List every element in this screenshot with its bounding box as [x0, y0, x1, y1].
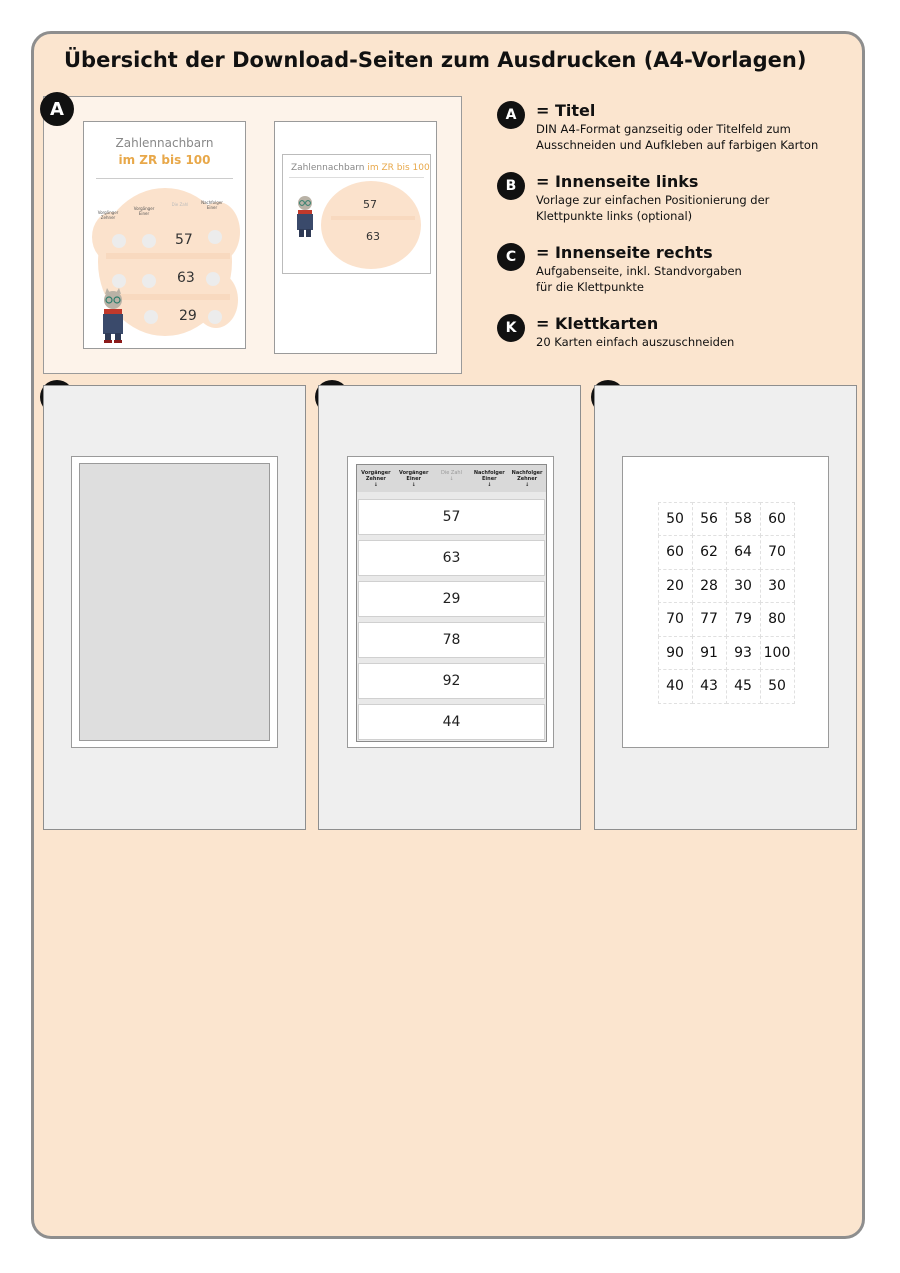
cover-number: 57 — [175, 232, 193, 248]
panel-a-title-preview — [43, 96, 462, 374]
cards-grid — [658, 502, 794, 703]
inner-right-page — [347, 456, 554, 748]
cover-col-label: Vorgänger Einer — [133, 206, 155, 216]
legend-badge-b: B — [497, 172, 525, 200]
legend-description: Aufgabenseite, inkl. Standvorgaben für die Klettpunkte — [536, 264, 742, 294]
label-number: 57 — [363, 198, 377, 211]
task-table — [356, 464, 547, 742]
card: 50 — [658, 502, 693, 537]
title-label-box — [282, 154, 431, 274]
velcro-dot — [112, 274, 126, 288]
cover-col-label: Vorgänger Zehner — [97, 210, 119, 220]
label-title-line2: im ZR bis 100 — [367, 163, 430, 173]
cover-col-label: Die Zahl — [171, 202, 189, 207]
card: 70 — [658, 602, 693, 637]
card: 91 — [692, 636, 727, 671]
legend-heading: = Innenseite links — [536, 172, 699, 191]
column-header: Vorgänger Einer ↓ — [398, 470, 429, 488]
table-row: 44 — [358, 704, 545, 740]
legend-description: DIN A4-Format ganzseitig oder Titelfeld zum Ausschneiden und Aufkleben auf farbigen Karton — [536, 122, 819, 152]
card: 70 — [760, 535, 795, 570]
card: 100 — [760, 636, 795, 671]
cover-number: 29 — [179, 308, 197, 324]
cat-illustration-icon — [293, 193, 317, 239]
legend-heading: = Titel — [536, 101, 596, 120]
cat-illustration-icon — [98, 288, 128, 344]
legend-description: Vorlage zur einfachen Positionierung der Klettpunkte links (optional) — [536, 193, 770, 223]
card: 90 — [658, 636, 693, 671]
card: 28 — [692, 569, 727, 604]
card: 77 — [692, 602, 727, 637]
card: 93 — [726, 636, 761, 671]
card: 62 — [692, 535, 727, 570]
column-header: Nachfolger Einer ↓ — [473, 470, 505, 488]
velcro-dot — [208, 230, 222, 244]
table-row: 57 — [358, 499, 545, 535]
legend-heading: = Innenseite rechts — [536, 243, 713, 262]
cover-full-page — [83, 121, 246, 349]
task-table-header — [357, 465, 546, 492]
velcro-dot — [142, 274, 156, 288]
card: 40 — [658, 669, 693, 704]
card: 58 — [726, 502, 761, 537]
inner-left-page — [71, 456, 278, 748]
velcro-dot — [206, 272, 220, 286]
table-row: 78 — [358, 622, 545, 658]
column-header: Die Zahl ↓ — [441, 470, 462, 482]
card: 56 — [692, 502, 727, 537]
card: 80 — [760, 602, 795, 637]
velcro-dot — [142, 234, 156, 248]
legend-badge-a: A — [497, 101, 525, 129]
card: 60 — [760, 502, 795, 537]
card: 30 — [726, 569, 761, 604]
cards-page — [622, 456, 829, 748]
cover-label-page — [274, 121, 437, 354]
card: 50 — [760, 669, 795, 704]
cover-number: 63 — [177, 270, 195, 286]
velcro-dot — [112, 234, 126, 248]
page-title: Übersicht der Download-Seiten zum Ausdrucken (A4-Vorlagen) — [64, 48, 807, 72]
label-title-line1: Zahlennachbarn — [291, 163, 365, 173]
cover-col-label: Nachfolger Einer — [201, 200, 223, 210]
badge-a: A — [40, 92, 74, 126]
legend-badge-c: C — [497, 243, 525, 271]
cover-title-line1: Zahlennachbarn — [115, 136, 214, 150]
velcro-dot — [144, 310, 158, 324]
legend-description: 20 Karten einfach auszuschneiden — [536, 335, 735, 349]
velcro-template-area — [79, 463, 270, 741]
table-row: 92 — [358, 663, 545, 699]
column-header: Nachfolger Zehner ↓ — [511, 470, 543, 488]
label-number: 63 — [366, 230, 380, 243]
table-row: 63 — [358, 540, 545, 576]
card: 20 — [658, 569, 693, 604]
card: 64 — [726, 535, 761, 570]
legend-badge-k: K — [497, 314, 525, 342]
velcro-dot — [208, 310, 222, 324]
card: 60 — [658, 535, 693, 570]
card: 45 — [726, 669, 761, 704]
legend-heading: = Klettkarten — [536, 314, 659, 333]
card: 79 — [726, 602, 761, 637]
card: 43 — [692, 669, 727, 704]
table-row: 29 — [358, 581, 545, 617]
cover-title-line2: im ZR bis 100 — [118, 153, 211, 167]
card: 30 — [760, 569, 795, 604]
column-header: Vorgänger Zehner ↓ — [361, 470, 391, 488]
